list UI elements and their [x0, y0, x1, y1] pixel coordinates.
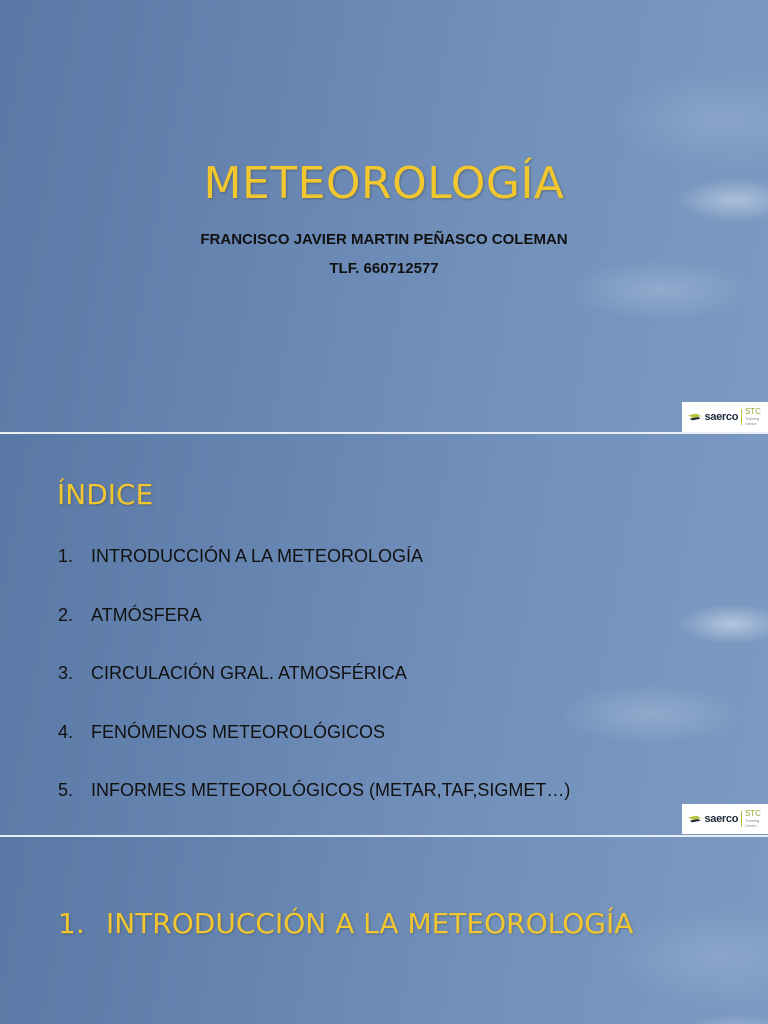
list-item: 1. INTRODUCCIÓN A LA METEOROLOGÍA: [58, 546, 424, 566]
section-title: [58, 907, 633, 940]
section-number: 1.: [58, 907, 85, 940]
logo-brand-text: saerco: [704, 411, 739, 423]
saerco-swoosh-icon: [688, 814, 701, 824]
list-item: 4. FENÓMENOS METEOROLÓGICOS: [58, 721, 386, 742]
saerco-logo: [682, 804, 768, 834]
logo-brand-text: saerco: [704, 813, 739, 825]
author-name: FRANCISCO JAVIER MARTIN PEÑASCO COLEMAN: [200, 231, 568, 248]
author-phone: TLF. 660712577: [329, 260, 439, 277]
list-item: 2. ATMÓSFERA: [58, 604, 202, 625]
logo-stc: STC Training Center: [744, 407, 761, 426]
list-item: 3. CIRCULACIÓN GRAL. ATMOSFÉRICA: [58, 663, 407, 683]
logo-separator: [741, 409, 742, 425]
section-title-text: INTRODUCCIÓN A LA METEOROLOGÍA: [106, 907, 634, 940]
slide-title: [0, 0, 768, 432]
logo-stc: STC Training Center: [744, 809, 761, 828]
index-title: ÍNDICE: [57, 478, 154, 511]
index-list: [58, 546, 570, 835]
presentation-title: METEOROLOGÍA: [203, 158, 565, 209]
saerco-logo: [682, 402, 768, 432]
slide-index: [0, 434, 768, 835]
list-item: 5. INFORMES METEOROLÓGICOS (METAR,TAF,SIGMET…): [58, 780, 571, 800]
logo-separator: [741, 811, 742, 827]
saerco-swoosh-icon: [688, 412, 701, 422]
slide-section: [0, 837, 768, 1024]
